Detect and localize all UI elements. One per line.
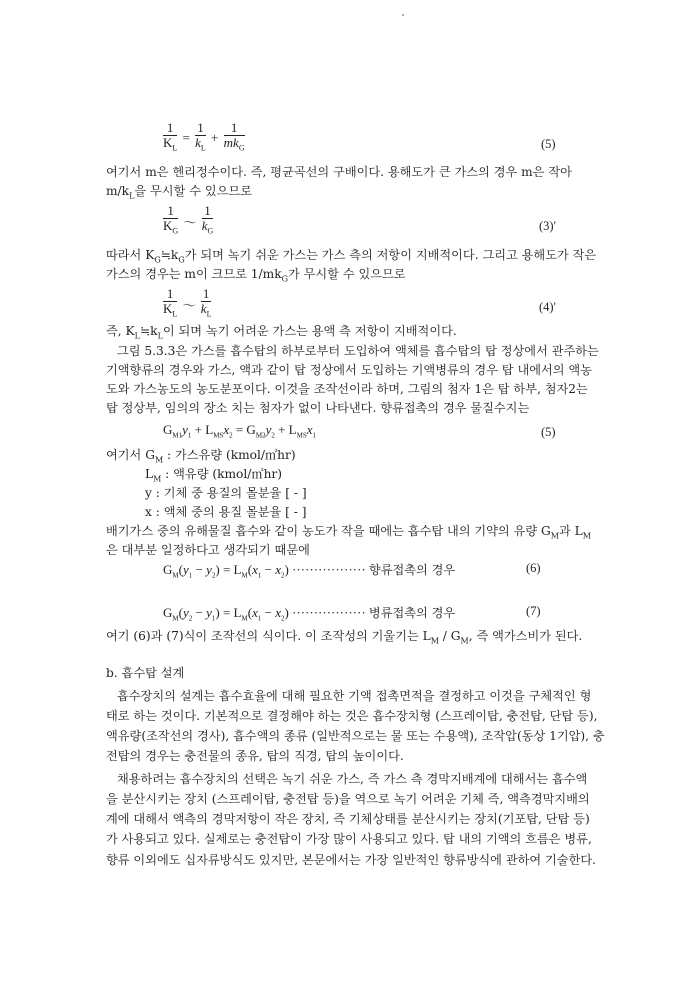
- equation-5-overall-liquid: $\frac{1}{K_L}$ = $\frac{1}{k_L}$ + $\frac{1}{mk_G}$: [163, 121, 245, 156]
- paragraph-line: 여기서 m은 헨리정수이다. 즉, 평균곡선의 구배이다. 용해도가 큰 가스의 경우 m은 작아: [106, 165, 572, 179]
- equation-7: $G_M(y_2 - y_1) = L_M(x_1 - x_2)$ ················· 병류접촉의 경우: [163, 605, 456, 623]
- paragraph-line: 액유량(조작선의 경사), 흡수액의 종류 (일반적으로는 물 또는 수용액), 조작압(동상 1기압), 충: [106, 729, 605, 743]
- fraction-1-over-mkG: $\frac{1}{mk_G}$: [223, 120, 245, 153]
- definition-lm: $L_M$ : 액유량 (kmol/㎡hr): [145, 467, 283, 484]
- paragraph-line: 따라서 $K_G≒k_G$가 되며 녹기 쉬운 가스는 가스 측의 저항이 지배적이다. 그리고 용해도가 작은: [106, 248, 597, 265]
- paragraph-line: 전탑의 경우는 충전물의 종유, 탑의 직경, 탑의 높이이다.: [106, 749, 404, 763]
- equation-number-7: (7): [526, 604, 541, 618]
- equation-number-4-prime: (4)': [539, 300, 556, 314]
- equation-number-5b: (5): [541, 425, 556, 439]
- paragraph-line: 도와 가스농도의 농도분포이다. 이것을 조작선이라 하며, 그림의 첨자 1은 탑 하부, 첨자2는: [106, 382, 588, 396]
- scan-speck: [402, 14, 404, 16]
- paragraph-line: 태로 하는 것이다. 기본적으로 결정해야 하는 것은 흡수장치형 (스프레이탑, 충전탑, 단탑 등),: [106, 709, 598, 723]
- paragraph-line: 가 사용되고 있다. 실제로는 충전탑이 가장 많이 사용되고 있다. 탑 내의 기액의 흐름은 병류,: [106, 832, 592, 846]
- paragraph-line: 가스의 경우는 m이 크므로 $1/mk_G$가 무시할 수 있으므로: [106, 267, 406, 284]
- definition-x: x : 액체 중의 용질 몰분율 [ - ]: [145, 505, 307, 519]
- equation-number-5a: (5): [541, 137, 556, 151]
- equation-3-prime: $\frac{1}{K_G}$ 〜 $\frac{1}{k_G}$: [163, 203, 214, 236]
- definition-y: y : 기체 중 용질의 몰분율 [ - ]: [145, 486, 307, 500]
- paragraph-line: 을 분산시키는 장치 (스프레이탑, 충전탑 등)을 역으로 녹기 어려운 기체 즉, 액측경막지배의: [106, 792, 590, 806]
- fraction-1-over-KL: $\frac{1}{K_L}$: [163, 120, 178, 153]
- fraction-1-over-kL: $\frac{1}{k_L}$: [195, 120, 206, 153]
- equation-6: $G_M(y_1 - y_2) = L_M(x_1 - x_2)$ ················· 향류접촉의 경우: [163, 562, 456, 580]
- paragraph-line: 향류 이외에도 십자류방식도 있지만, 본문에서는 가장 일반적인 향류방식에 관하여 기술한다.: [106, 853, 596, 867]
- section-heading-b: b. 흡수탑 설계: [106, 666, 185, 680]
- paragraph-line: 탑 정상부, 임의의 장소 치는 첨자가 없이 나타낸다. 향류접촉의 경우 물질수지는: [106, 401, 530, 415]
- paragraph-line: 그림 5.3.3은 가스를 흡수탑의 하부로부터 도입하여 액체를 흡수탑의 탑 정상에서 관주하는: [117, 344, 599, 358]
- paragraph-line: 즉, $K_L≒k_L$이 되며 녹기 어려운 가스는 용액 측 저항이 지배적이다.: [106, 324, 457, 341]
- paragraph-line: 흡수장치의 설계는 흡수효율에 대해 필요한 기액 접촉면적을 결정하고 이것을 구체적인 형: [117, 689, 592, 703]
- paragraph-line: 배기가스 중의 유해물질 흡수와 같이 농도가 작을 때에는 흡수탑 내의 기약의 유량 $G_M$과 $L_M$: [106, 524, 591, 541]
- equation-number-3-prime: (3)': [539, 219, 556, 233]
- paragraph-line: 계에 대해서 액측의 경막저항이 작은 장치, 즉 기체상태를 분산시키는 장치(기포탑, 단탑 등): [106, 812, 590, 826]
- paragraph-line: $m/k_L$을 무시할 수 있으므로: [106, 184, 252, 201]
- paragraph-line: 채용하려는 흡수장치의 선택은 녹기 쉬운 가스, 즉 가스 측 경막지배계에 대해서는 흡수액: [117, 772, 588, 786]
- paragraph-line: 은 대부분 일정하다고 생각되기 때문에: [106, 543, 310, 557]
- paragraph-line: 여기 (6)과 (7)식이 조작선의 식이다. 이 조작성의 기울기는 $L_M / G_M$, 즉 액가스비가 된다.: [106, 629, 583, 646]
- equation-5-material-balance: $G_{M1}y_1 + L_{MS}x_2 = G_{M2}y_2 + L_{MS}x_1$: [163, 422, 317, 440]
- definition-gm: 여기서 $G_M$ : 가스유량 (kmol/㎡hr): [106, 448, 296, 465]
- equation-4-prime: $\frac{1}{K_L}$ 〜 $\frac{1}{k_L}$: [163, 286, 212, 319]
- equation-number-6: (6): [526, 561, 541, 575]
- paragraph-line: 기액향류의 경우와 가스, 액과 같이 탑 정상에서 도입하는 기액병류의 경우 탑 내에서의 액농: [106, 363, 592, 377]
